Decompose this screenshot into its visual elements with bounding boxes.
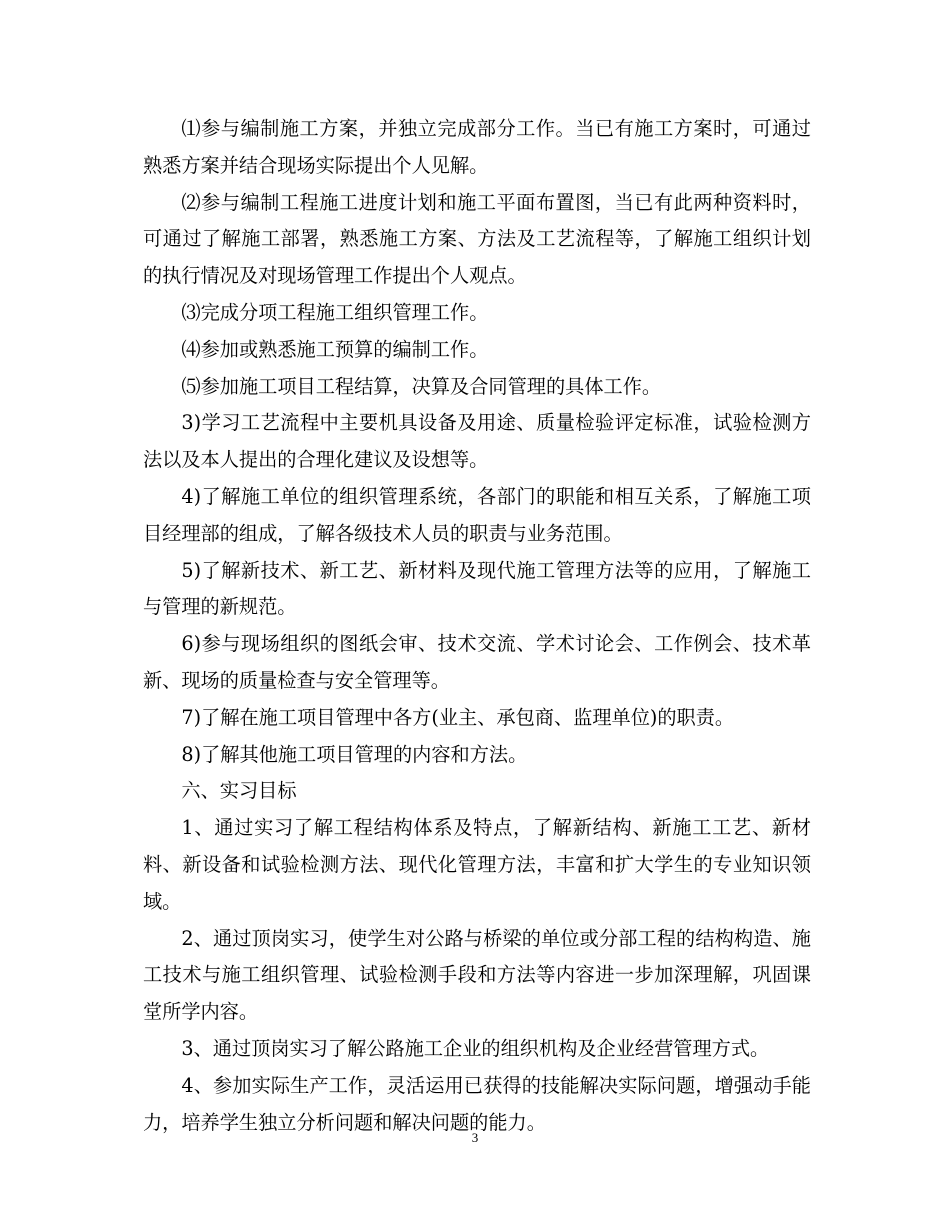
paragraph-3: ⑶完成分项工程施工组织管理工作。 xyxy=(181,300,489,324)
paragraph-8: 5)了解新技术、新工艺、新材料及现代施工管理方法等的应用，了解施工与管理的新规范。 xyxy=(143,558,811,619)
paragraph-9: 6)参与现场组织的图纸会审、技术交流、学术讨论会、工作例会、技术革新、现场的质量检查与安全管理等。 xyxy=(143,632,811,692)
paragraph-1: ⑴参与编制施工方案，并独立完成部分工作。当已有施工方案时，可通过熟悉方案并结合现场实际提出个人见解。 xyxy=(143,117,811,177)
paragraph-10: 7)了解在施工项目管理中各方(业主、承包商、监理单位)的职责。 xyxy=(181,705,735,729)
document-body xyxy=(143,111,811,1141)
paragraph-5: ⑸参加施工项目工程结算，决算及合同管理的具体工作。 xyxy=(181,374,662,398)
paragraph-7: 4)了解施工单位的组织管理系统，各部门的职能和相互关系，了解施工项目经理部的组成，了解各级技术人员的职责与业务范围。 xyxy=(143,484,811,545)
section-heading: 六、实习目标 xyxy=(181,779,297,803)
paragraph-4: ⑷参加或熟悉施工预算的编制工作。 xyxy=(181,337,489,361)
paragraph-13: 1、通过实习了解工程结构体系及特点，了解新结构、新施工工艺、新材料、新设备和试验检测方法、现代化管理方法，丰富和扩大学生的专业知识领域。 xyxy=(143,816,811,913)
paragraph-11: 8)了解其他施工项目管理的内容和方法。 xyxy=(181,742,528,766)
paragraph-6: 3)学习工艺流程中主要机具设备及用途、质量检验评定标准，试验检测方法以及本人提出的合理化建议及设想等。 xyxy=(143,411,811,472)
paragraph-16: 4、参加实际生产工作，灵活运用已获得的技能解决实际问题，增强动手能力，培养学生独立分析问题和解决问题的能力。 xyxy=(143,1073,811,1134)
paragraph-14: 2、通过顶岗实习，使学生对公路与桥梁的单位或分部工程的结构构造、施工技术与施工组织管理、试验检测手段和方法等内容进一步加深理解，巩固课堂所学内容。 xyxy=(143,926,811,1024)
paragraph-15: 3、通过顶岗实习了解公路施工企业的组织机构及企业经营管理方式。 xyxy=(181,1036,770,1060)
page-number: 3 xyxy=(471,1130,479,1145)
paragraph-2: ⑵参与编制工程施工进度计划和施工平面布置图，当已有此两种资料时，可通过了解施工部署，熟悉施工方案、方法及工艺流程等，了解施工组织计划的执行情况及对现场管理工作提出个人观点。 xyxy=(143,190,811,288)
